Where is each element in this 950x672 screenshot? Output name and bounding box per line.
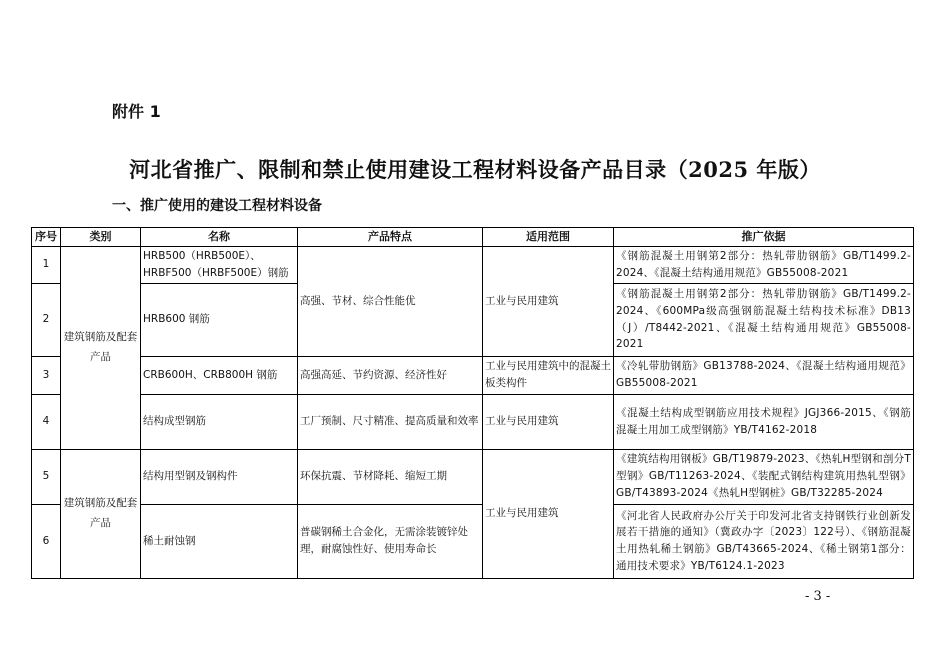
category-cell: 建筑钢筋及配套产品 (61, 246, 141, 449)
header-category: 类别 (61, 228, 141, 247)
table-row (32, 246, 914, 283)
header-no: 序号 (32, 228, 61, 247)
header-features: 产品特点 (298, 228, 483, 247)
row-features: 高强高延、节约资源、经济性好 (298, 356, 483, 394)
row-basis: 《钢筋混凝土用钢第2部分：热轧带肋钢筋》GB/T1499.2-2024、《600MPa级高强钢筋混凝土结构技术标准》DB13（J）/T8442-2021、《混凝土结构通用规范》GB55008-2021 (614, 283, 914, 356)
row-no: 6 (32, 504, 61, 578)
row-features: 高强、节材、综合性能优 (298, 246, 483, 356)
attachment-label: 附件 1 (112, 102, 161, 121)
row-name: 稀土耐蚀钢 (141, 504, 298, 578)
table-row (32, 356, 914, 394)
row-no: 2 (32, 283, 61, 356)
page-number: - 3 - (805, 589, 831, 604)
row-name: CRB600H、CRB800H 钢筋 (141, 356, 298, 394)
table-row (32, 449, 914, 504)
row-no: 3 (32, 356, 61, 394)
row-basis: 《建筑结构用钢板》GB/T19879-2023、《热轧H型钢和剖分T型钢》GB/T11263-2024、《装配式钢结构建筑用热轧型钢》GB/T43893-2024《热轧H型钢桩》GB/T32285-2024 (614, 449, 914, 504)
table-row (32, 394, 914, 449)
row-name: 结构用型钢及钢构件 (141, 449, 298, 504)
row-name: HRB600 钢筋 (141, 283, 298, 356)
row-basis: 《钢筋混凝土用钢第2部分：热轧带肋钢筋》GB/T1499.2-2024、《混凝土结构通用规范》GB55008-2021 (614, 246, 914, 283)
header-basis: 推广依据 (614, 228, 914, 247)
row-no: 1 (32, 246, 61, 283)
catalog-table (31, 227, 914, 579)
row-scope: 工业与民用建筑 (483, 449, 614, 578)
category-cell: 建筑钢筋及配套产品 (61, 449, 141, 578)
row-features: 工厂预制、尺寸精准、提高质量和效率 (298, 394, 483, 449)
header-scope: 适用范围 (483, 228, 614, 247)
section-heading: 一、推广使用的建设工程材料设备 (112, 198, 322, 214)
row-scope: 工业与民用建筑中的混凝土板类构件 (483, 356, 614, 394)
row-no: 5 (32, 449, 61, 504)
row-features: 普碳钢稀土合金化，无需涂装镀锌处理，耐腐蚀性好、使用寿命长 (298, 504, 483, 578)
row-basis: 《河北省人民政府办公厅关于印发河北省支持钢铁行业创新发展若干措施的通知》（冀政办字〔2023〕122号）、《钢筋混凝土用热轧稀土钢筋》GB/T43665-2024、《稀土钢第1部分：通用技术要求》YB/T6124.1-2023 (614, 504, 914, 578)
row-name: 结构成型钢筋 (141, 394, 298, 449)
row-scope: 工业与民用建筑 (483, 246, 614, 356)
table-header-row (32, 228, 914, 247)
table-row (32, 504, 914, 578)
row-basis: 《混凝土结构成型钢筋应用技术规程》JGJ366-2015、《钢筋混凝土用加工成型钢筋》YB/T4162-2018 (614, 394, 914, 449)
row-basis: 《冷轧带肋钢筋》GB13788-2024、《混凝土结构通用规范》GB55008-2021 (614, 356, 914, 394)
row-features: 环保抗震、节材降耗、缩短工期 (298, 449, 483, 504)
row-name: HRB500（HRB500E）、HRBF500（HRBF500E）钢筋 (141, 246, 298, 283)
row-no: 4 (32, 394, 61, 449)
page-title: 河北省推广、限制和禁止使用建设工程材料设备产品目录（2025 年版） (129, 157, 821, 182)
row-scope: 工业与民用建筑 (483, 394, 614, 449)
header-name: 名称 (141, 228, 298, 247)
